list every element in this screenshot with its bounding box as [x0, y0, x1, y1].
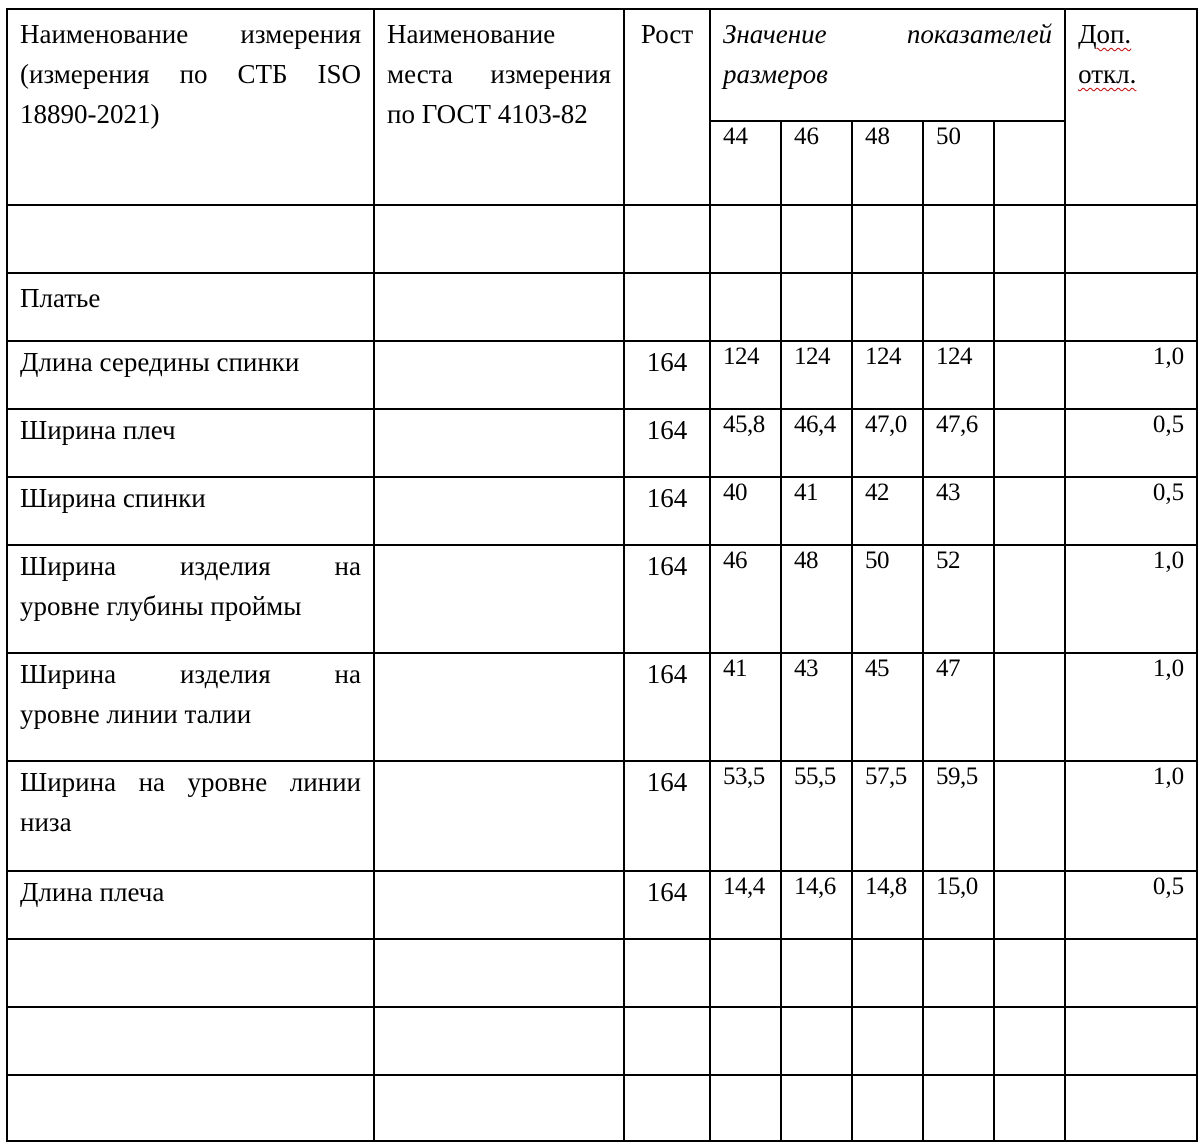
empty-cell: [852, 1007, 923, 1075]
tolerance-value: 1,0: [1065, 341, 1197, 409]
rost-value: 164: [624, 341, 710, 409]
measurement-place: [374, 545, 624, 653]
empty-cell: [624, 1007, 710, 1075]
empty-cell: [923, 205, 994, 273]
empty-cell: [994, 1075, 1065, 1141]
empty-cell: [710, 205, 781, 273]
empty-cell: [994, 939, 1065, 1007]
size-value: 55,5: [781, 761, 852, 871]
size-value: 57,5: [852, 761, 923, 871]
size-cell: [994, 121, 1065, 205]
empty-cell: [852, 939, 923, 1007]
table-row: [7, 653, 1197, 761]
tolerance-value: 0,5: [1065, 871, 1197, 939]
empty-cell: [1065, 1007, 1197, 1075]
empty-cell: [923, 939, 994, 1007]
tolerance-value: 0,5: [1065, 409, 1197, 477]
empty-cell: [994, 273, 1065, 341]
tolerance-value: 1,0: [1065, 545, 1197, 653]
size-value: 124: [923, 341, 994, 409]
empty-cell: [7, 939, 374, 1007]
empty-cell: [374, 205, 624, 273]
rost-value: 164: [624, 409, 710, 477]
size-value: 42: [852, 477, 923, 545]
size-value: 14,8: [852, 871, 923, 939]
empty-cell: [374, 1007, 624, 1075]
empty-cell: [374, 273, 624, 341]
empty-row: [7, 1007, 1197, 1075]
tolerance-value: 1,0: [1065, 761, 1197, 871]
measurement-place: [374, 477, 624, 545]
size-value: 41: [710, 653, 781, 761]
tolerance-value: 0,5: [1065, 477, 1197, 545]
size-value: [994, 409, 1065, 477]
size-value: [994, 341, 1065, 409]
tolerance-value: 1,0: [1065, 653, 1197, 761]
measurement-place: [374, 409, 624, 477]
size-value: 14,6: [781, 871, 852, 939]
empty-cell: [994, 1007, 1065, 1075]
empty-cell: [624, 939, 710, 1007]
size-value: 47: [923, 653, 994, 761]
measurements-table: [6, 8, 1198, 1142]
empty-cell: [710, 1075, 781, 1141]
size-value: 14,4: [710, 871, 781, 939]
empty-cell: [781, 1075, 852, 1141]
empty-cell: [923, 1075, 994, 1141]
measurement-name: Ширина изделия на уровне глубины проймы: [7, 545, 374, 653]
size-value: 52: [923, 545, 994, 653]
size-value: [994, 761, 1065, 871]
empty-cell: [781, 273, 852, 341]
empty-cell: [781, 205, 852, 273]
empty-cell: [624, 273, 710, 341]
rost-value: 164: [624, 653, 710, 761]
empty-cell: [710, 273, 781, 341]
tolerance-label-line1: Доп.: [1078, 19, 1132, 49]
size-value: 46: [710, 545, 781, 653]
empty-cell: [1065, 205, 1197, 273]
empty-cell: [624, 1075, 710, 1141]
empty-cell: [852, 205, 923, 273]
empty-row: [7, 205, 1197, 273]
measurement-place: [374, 871, 624, 939]
size-value: 43: [781, 653, 852, 761]
empty-cell: [374, 939, 624, 1007]
size-value: 47,6: [923, 409, 994, 477]
size-value: 53,5: [710, 761, 781, 871]
rost-value: 164: [624, 761, 710, 871]
header-measurement-name: Наименование измерения (измерения по СТБ ISO 18890-2021): [7, 9, 374, 205]
empty-row: [7, 939, 1197, 1007]
empty-cell: [710, 939, 781, 1007]
measurement-name: Длина плеча: [7, 871, 374, 939]
rost-value: 164: [624, 871, 710, 939]
table-row: [7, 477, 1197, 545]
empty-cell: [1065, 1075, 1197, 1141]
size-value: [994, 545, 1065, 653]
table-row: [7, 341, 1197, 409]
table-row: [7, 761, 1197, 871]
measurement-name: Ширина на уровне линии низа: [7, 761, 374, 871]
measurement-place: [374, 341, 624, 409]
size-value: 48: [781, 545, 852, 653]
measurement-name: Ширина плеч: [7, 409, 374, 477]
empty-row: [7, 1075, 1197, 1141]
size-value: 43: [923, 477, 994, 545]
size-value: [994, 477, 1065, 545]
size-value: 41: [781, 477, 852, 545]
size-value: 45: [852, 653, 923, 761]
size-value: 47,0: [852, 409, 923, 477]
section-row: [7, 273, 1197, 341]
size-value: 15,0: [923, 871, 994, 939]
size-value: 46,4: [781, 409, 852, 477]
tolerance-label-line2: откл.: [1078, 59, 1137, 89]
size-value: 124: [852, 341, 923, 409]
empty-cell: [781, 1007, 852, 1075]
size-value: 59,5: [923, 761, 994, 871]
empty-cell: [624, 205, 710, 273]
header-rost: Рост: [624, 9, 710, 205]
header-size-values: Значение показателей размеров: [710, 9, 1065, 121]
measurement-name: Ширина изделия на уровне линии талии: [7, 653, 374, 761]
measurement-name: Длина середины спинки: [7, 341, 374, 409]
table-row: [7, 409, 1197, 477]
empty-cell: [852, 1075, 923, 1141]
empty-cell: [710, 1007, 781, 1075]
measurement-name: Ширина спинки: [7, 477, 374, 545]
size-value: 40: [710, 477, 781, 545]
measurement-place: [374, 761, 624, 871]
empty-cell: [1065, 273, 1197, 341]
empty-cell: [923, 1007, 994, 1075]
header-measurement-place: Наименование места измерения по ГОСТ 4103-82: [374, 9, 624, 205]
section-title: Платье: [7, 273, 374, 341]
empty-cell: [1065, 939, 1197, 1007]
empty-cell: [374, 1075, 624, 1141]
size-cell: 46: [781, 121, 852, 205]
table-row: [7, 871, 1197, 939]
rost-value: 164: [624, 477, 710, 545]
measurement-place: [374, 653, 624, 761]
size-cell: 48: [852, 121, 923, 205]
size-value: [994, 653, 1065, 761]
empty-cell: [923, 273, 994, 341]
size-cell: 44: [710, 121, 781, 205]
empty-cell: [781, 939, 852, 1007]
size-cell: 50: [923, 121, 994, 205]
size-value: 124: [710, 341, 781, 409]
rost-value: 164: [624, 545, 710, 653]
empty-cell: [7, 205, 374, 273]
header-tolerance: [1065, 9, 1197, 205]
empty-cell: [7, 1007, 374, 1075]
empty-cell: [852, 273, 923, 341]
empty-cell: [994, 205, 1065, 273]
empty-cell: [7, 1075, 374, 1141]
size-value: 45,8: [710, 409, 781, 477]
size-value: [994, 871, 1065, 939]
header-row: [7, 9, 1197, 121]
size-value: 124: [781, 341, 852, 409]
table-row: [7, 545, 1197, 653]
size-value: 50: [852, 545, 923, 653]
